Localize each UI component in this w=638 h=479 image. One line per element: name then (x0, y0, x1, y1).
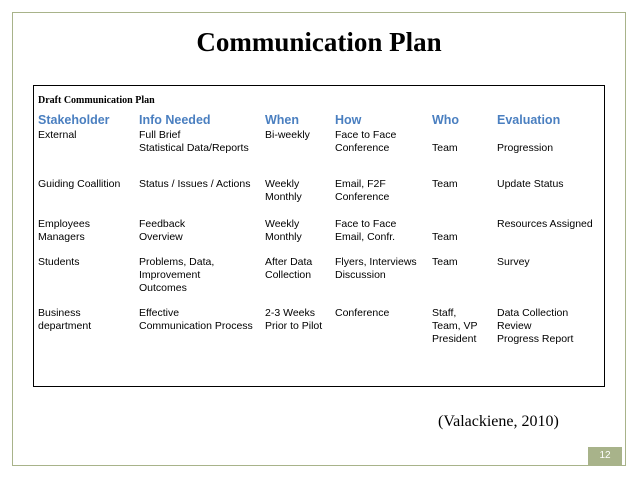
table-cell: Team (432, 178, 458, 190)
table-cell: Team (432, 256, 458, 268)
column-header-stakeholder: Stakeholder (38, 113, 110, 127)
table-cell: Update Status (497, 178, 564, 190)
table-row (38, 256, 605, 307)
table-cell: Weekly Monthly (265, 218, 302, 243)
table-cell: Team (432, 142, 458, 154)
column-header-evaluation: Evaluation (497, 113, 561, 127)
table-row (38, 129, 605, 178)
column-header-info-needed: Info Needed (139, 113, 211, 127)
table-cell: Weekly Monthly (265, 178, 302, 203)
column-header-who: Who (432, 113, 460, 127)
table-cell: 2-3 Weeks Prior to Pilot (265, 307, 323, 332)
table-cell: Effective Communication Process (139, 307, 253, 332)
table-row (38, 307, 605, 347)
table-cell: Flyers, Interviews Discussion (335, 256, 417, 281)
table-cell: After Data Collection (265, 256, 313, 281)
table-cell: Employees Managers (38, 218, 90, 243)
table-cell: Progression (497, 142, 554, 154)
table-cell: Staff, Team, VP President (432, 307, 478, 345)
table-cell: Business department (38, 307, 92, 332)
slide-title: Communication Plan (196, 27, 442, 57)
table-cell: Face to Face Conference (335, 129, 397, 154)
table-cell: Email, F2F Conference (335, 178, 390, 203)
table-cell: Students (38, 256, 80, 268)
citation: (Valackiene, 2010) (438, 413, 559, 430)
table-header-row (38, 113, 605, 129)
table-row (38, 178, 605, 218)
table-cell: Guiding Coallition (38, 178, 121, 190)
table-cell: Team (432, 231, 458, 243)
table-cell: Face to Face Email, Confr. (335, 218, 397, 243)
table-cell: External (38, 129, 77, 141)
table-row (38, 218, 605, 256)
column-header-how: How (335, 113, 362, 127)
page-number: 12 (588, 447, 622, 465)
table-cell: Status / Issues / Actions (139, 178, 251, 190)
column-header-when: When (265, 113, 300, 127)
plan-caption: Draft Communication Plan (38, 95, 155, 106)
table-cell: Bi-weekly (265, 129, 310, 141)
table-cell: Feedback Overview (139, 218, 186, 243)
communication-plan-table (38, 113, 605, 347)
table-cell: Problems, Data, Improvement Outcomes (139, 256, 215, 294)
table-cell: Conference (335, 307, 390, 319)
table-cell: Data Collection Review Progress Report (497, 307, 574, 345)
table-cell: Resources Assigned (497, 218, 593, 230)
table-cell: Full Brief Statistical Data/Reports (139, 129, 249, 154)
table-cell: Survey (497, 256, 530, 268)
